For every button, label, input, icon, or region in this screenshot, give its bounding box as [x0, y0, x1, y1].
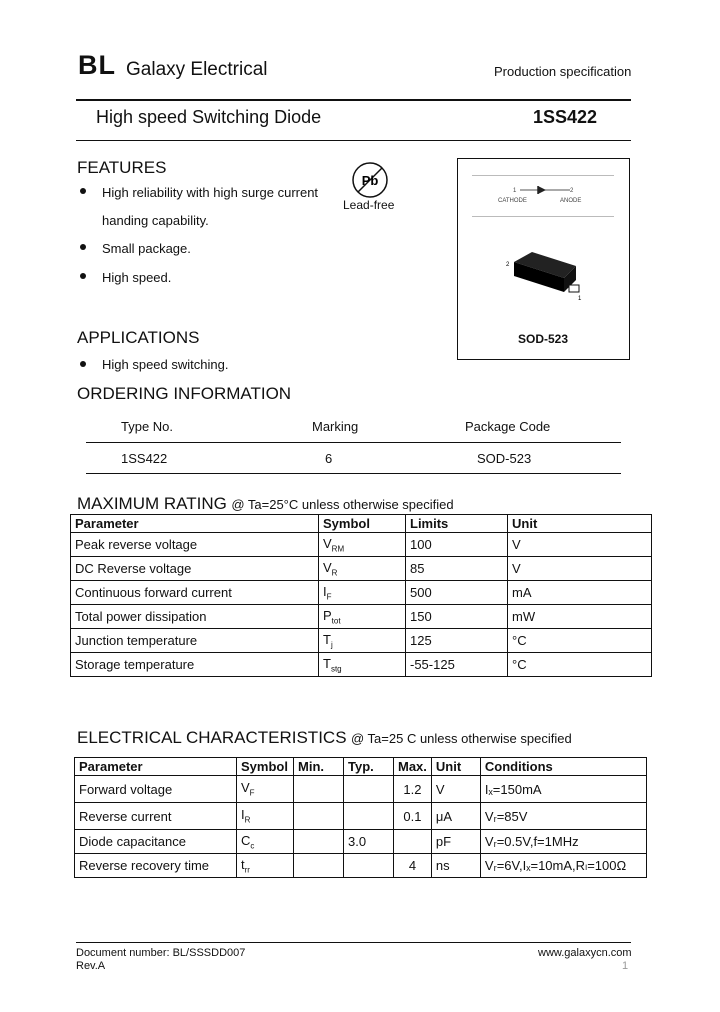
pin-b-label: 1	[578, 296, 582, 302]
symbol-cell: $T_{stg}$	[319, 653, 406, 677]
col-header: Max.	[394, 758, 432, 776]
divider	[472, 216, 614, 217]
typ-cell: 3.0	[344, 830, 394, 854]
col-header: Parameter	[71, 515, 319, 533]
revision: Rev.A	[76, 960, 106, 972]
bullet-icon	[80, 188, 86, 194]
max-rating-table	[70, 514, 652, 677]
table-header-row	[75, 758, 647, 776]
divider	[472, 175, 614, 176]
unit-cell: mA	[508, 581, 652, 605]
ordering-col-type: Type No.	[121, 419, 174, 434]
col-header: Unit	[508, 515, 652, 533]
limit-cell: 150	[406, 605, 508, 629]
limit-cell: 100	[406, 533, 508, 557]
table-row	[75, 776, 647, 803]
pin2-label: 2	[570, 188, 574, 194]
applications-heading: APPLICATIONS	[77, 328, 200, 347]
condition-cell: Vᵣ=6V,Iₓ=10mA,Rₗ=100Ω	[480, 854, 646, 878]
elec-title	[77, 728, 572, 748]
max-rating-title	[77, 494, 454, 514]
ordering-cell-package: SOD-523	[477, 451, 532, 466]
max-cell: 4	[394, 854, 432, 878]
elec-heading: ELECTRICAL CHARACTERISTICS	[77, 728, 347, 747]
table-header-row	[71, 515, 652, 533]
cathode-label: CATHODE	[498, 198, 527, 204]
diode-symbol-icon	[470, 183, 620, 205]
table-row	[71, 653, 652, 677]
col-header: Typ.	[344, 758, 394, 776]
elec-table	[74, 757, 647, 878]
col-header: Symbol	[237, 758, 294, 776]
table-row	[71, 533, 652, 557]
feature-item: High reliability with high surge current	[102, 185, 319, 200]
param-cell: Total power dissipation	[71, 605, 319, 629]
symbol-cell: $t_{rr}$	[237, 854, 294, 878]
limit-cell: 500	[406, 581, 508, 605]
application-item: High speed switching.	[102, 357, 229, 372]
limit-cell: 85	[406, 557, 508, 581]
brand-logo: BL	[78, 50, 116, 80]
company-name: Galaxy Electrical	[126, 59, 268, 80]
feature-item: Small package.	[102, 241, 191, 256]
limit-cell: 125	[406, 629, 508, 653]
min-cell	[294, 776, 344, 803]
symbol-cell: $V_F$	[237, 776, 294, 803]
table-row	[75, 803, 647, 830]
param-cell: DC Reverse voltage	[71, 557, 319, 581]
features-heading: FEATURES	[77, 158, 167, 177]
unit-cell: V	[431, 776, 480, 803]
anode-label: ANODE	[560, 198, 582, 204]
param-cell: Forward voltage	[75, 776, 237, 803]
bullet-icon	[80, 244, 86, 250]
symbol-cell: $T_j$	[319, 629, 406, 653]
param-cell: Reverse recovery time	[75, 854, 237, 878]
unit-cell: ns	[431, 854, 480, 878]
max-cell: 0.1	[394, 803, 432, 830]
max-rating-heading: MAXIMUM RATING	[77, 494, 227, 513]
unit-cell: °C	[508, 653, 652, 677]
min-cell	[294, 803, 344, 830]
title-rule	[76, 140, 631, 141]
param-cell: Diode capacitance	[75, 830, 237, 854]
condition-cell: Vᵣ=85V	[480, 803, 646, 830]
symbol-cell: $V_R$	[319, 557, 406, 581]
lead-free-icon	[350, 160, 392, 202]
typ-cell	[344, 776, 394, 803]
bullet-icon	[80, 361, 86, 367]
param-cell: Continuous forward current	[71, 581, 319, 605]
ordering-cell-type: 1SS422	[121, 451, 168, 466]
package-drawing-icon	[504, 250, 590, 302]
max-cell	[394, 830, 432, 854]
feature-item: High speed.	[102, 270, 172, 285]
ordering-rule	[86, 473, 621, 474]
elec-condition: @ Ta=25 C unless otherwise specified	[350, 731, 572, 746]
unit-cell: pF	[431, 830, 480, 854]
table-row	[71, 581, 652, 605]
typ-cell	[344, 854, 394, 878]
param-cell: Storage temperature	[71, 653, 319, 677]
doc-number: Document number: BL/SSSDD007	[76, 947, 246, 959]
table-row	[75, 854, 647, 878]
col-header: Parameter	[75, 758, 237, 776]
website: www.galaxycn.com	[538, 947, 632, 959]
page-number: 1	[622, 960, 629, 972]
table-row	[71, 557, 652, 581]
footer-rule	[76, 942, 631, 943]
unit-cell: V	[508, 557, 652, 581]
ordering-cell-marking: 6	[325, 451, 333, 466]
symbol-cell: $V_{RM}$	[319, 533, 406, 557]
unit-cell: °C	[508, 629, 652, 653]
table-row	[75, 830, 647, 854]
ordering-rule	[86, 442, 621, 443]
col-header: Min.	[294, 758, 344, 776]
param-cell: Junction temperature	[71, 629, 319, 653]
lead-free-label: Lead-free	[343, 198, 395, 212]
typ-cell	[344, 803, 394, 830]
condition-cell: Vᵣ=0.5V,f=1MHz	[480, 830, 646, 854]
max-cell: 1.2	[394, 776, 432, 803]
limit-cell: -55-125	[406, 653, 508, 677]
max-rating-condition: @ Ta=25°C unless otherwise specified	[231, 497, 454, 512]
table-row	[71, 629, 652, 653]
bullet-icon	[80, 273, 86, 279]
param-cell: Peak reverse voltage	[71, 533, 319, 557]
header-rule	[76, 99, 631, 101]
package-name: SOD-523	[518, 332, 569, 346]
unit-cell: mW	[508, 605, 652, 629]
condition-cell: Iₓ=150mA	[480, 776, 646, 803]
col-header: Symbol	[319, 515, 406, 533]
unit-cell: μA	[431, 803, 480, 830]
pin1-label: 1	[513, 188, 517, 194]
part-number: 1SS422	[533, 107, 598, 127]
unit-cell: V	[508, 533, 652, 557]
table-row	[71, 605, 652, 629]
symbol-cell: $C_c$	[237, 830, 294, 854]
ordering-heading: ORDERING INFORMATION	[77, 384, 292, 403]
param-cell: Reverse current	[75, 803, 237, 830]
feature-item: handing capability.	[102, 213, 209, 228]
ordering-col-marking: Marking	[312, 419, 359, 434]
ordering-col-package: Package Code	[465, 419, 551, 434]
symbol-cell: $I_R$	[237, 803, 294, 830]
pin-a-label: 2	[506, 262, 510, 268]
col-header: Conditions	[480, 758, 646, 776]
symbol-cell: $I_F$	[319, 581, 406, 605]
symbol-cell: $P_{tot}$	[319, 605, 406, 629]
page-title: High speed Switching Diode	[96, 107, 322, 127]
lead-free-symbol: Pb	[361, 173, 379, 188]
min-cell	[294, 830, 344, 854]
spec-type: Production specification	[494, 64, 632, 79]
min-cell	[294, 854, 344, 878]
col-header: Unit	[431, 758, 480, 776]
col-header: Limits	[406, 515, 508, 533]
